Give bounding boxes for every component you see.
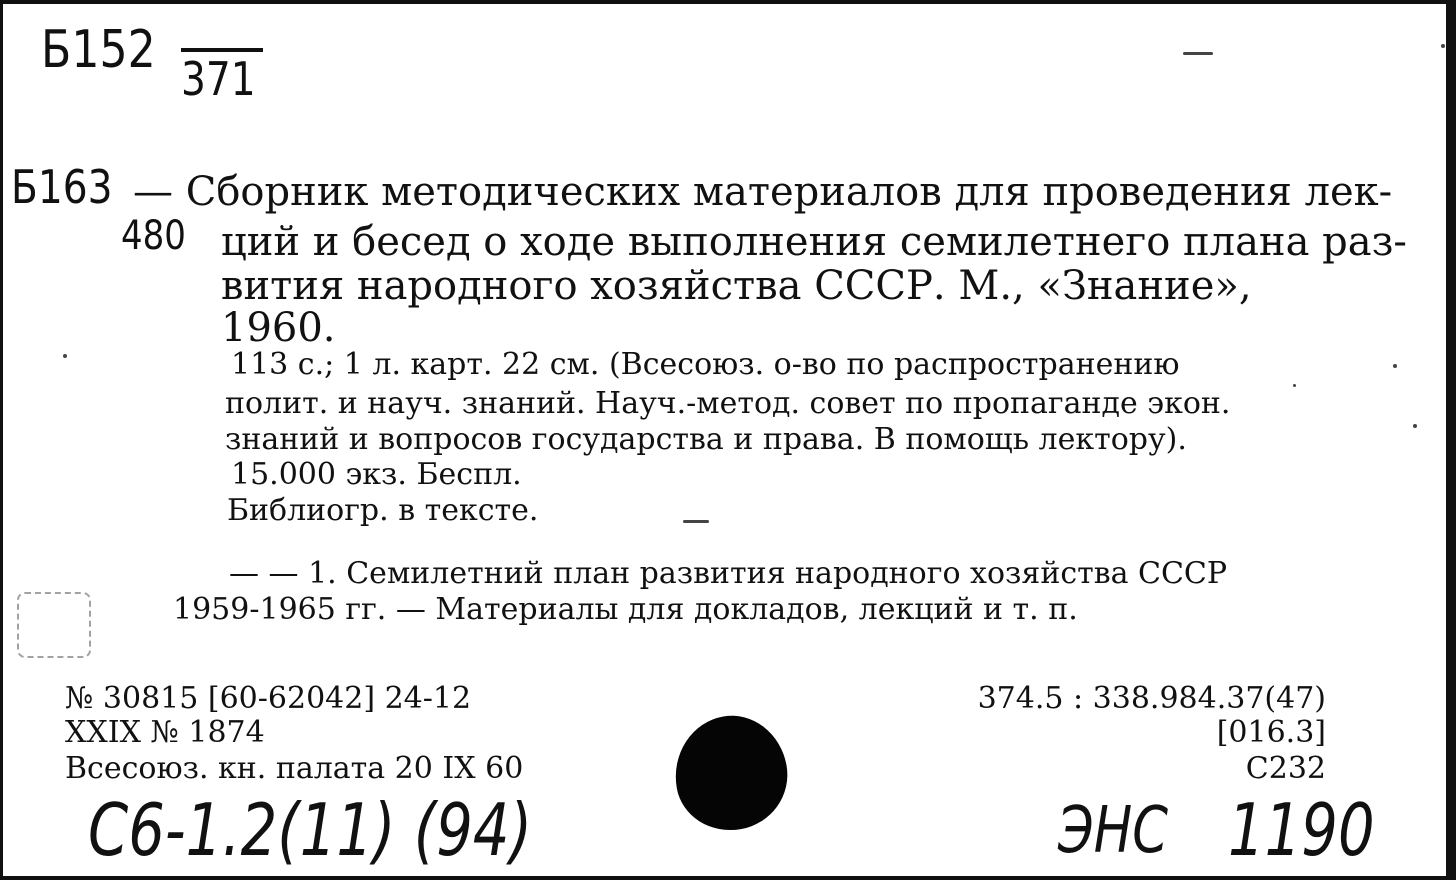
shelf-mark-top-sub: 371 [181, 52, 256, 106]
handwritten-number: 1190 [1228, 788, 1375, 872]
description-line-1: 113 с.; 1 л. карт. 22 см. (Всесоюз. о-во по распространению [231, 347, 1180, 382]
footer-left-line-2: XXIX № 1874 [65, 715, 265, 750]
description-line-3: знаний и вопросов государства и права. В помощь лектору). [225, 422, 1187, 457]
subject-line-1: — — 1. Семилетний план развития народного хозяйства СССР [229, 556, 1228, 591]
shelf-mark-top: Б152 [41, 20, 156, 80]
handwritten-mark: ЭНС [1058, 794, 1168, 868]
footer-right-line-3: С232 [1245, 751, 1326, 786]
scan-speck [683, 520, 709, 523]
title-line-2: ций и бесед о ходе выполнения семилетнего плана раз- [221, 219, 1407, 265]
title-line-4: 1960. [221, 305, 336, 351]
footer-right-line-2: [016.3] [1216, 715, 1326, 750]
footer-right-line-1: 374.5 : 338.984.37(47) [977, 681, 1326, 716]
description-line-4: 15.000 экз. Беспл. [231, 457, 522, 492]
title-line-3: вития народного хозяйства СССР. М., «Знание», [221, 263, 1252, 309]
punch-hole [666, 707, 796, 839]
footer-left-line-3: Всесоюз. кн. палата 20 IX 60 [65, 751, 524, 786]
faint-stamp [17, 592, 91, 658]
shelf-mark-side-sub: 480 [121, 213, 186, 259]
description-line-2: полит. и науч. знаний. Науч.-метод. совет по пропаганде экон. [225, 386, 1231, 421]
scan-speck [1441, 44, 1445, 48]
scan-speck [63, 354, 67, 358]
handwritten-classification: С6-1.2(11) (94) [88, 788, 533, 872]
scan-speck [1183, 52, 1213, 55]
title-line-1: — Сборник методических материалов для проведения лек- [133, 169, 1393, 215]
scan-speck [1413, 424, 1417, 428]
footer-left-line-1: № 30815 [60-62042] 24-12 [65, 681, 472, 716]
scan-speck [1393, 364, 1397, 368]
shelf-mark-side: Б163 [11, 160, 113, 214]
description-line-5: Библиогр. в тексте. [227, 493, 539, 528]
scan-speck [1293, 384, 1296, 387]
subject-line-2: 1959-1965 гг. — Материалы для докладов, лекций и т. п. [173, 592, 1078, 627]
